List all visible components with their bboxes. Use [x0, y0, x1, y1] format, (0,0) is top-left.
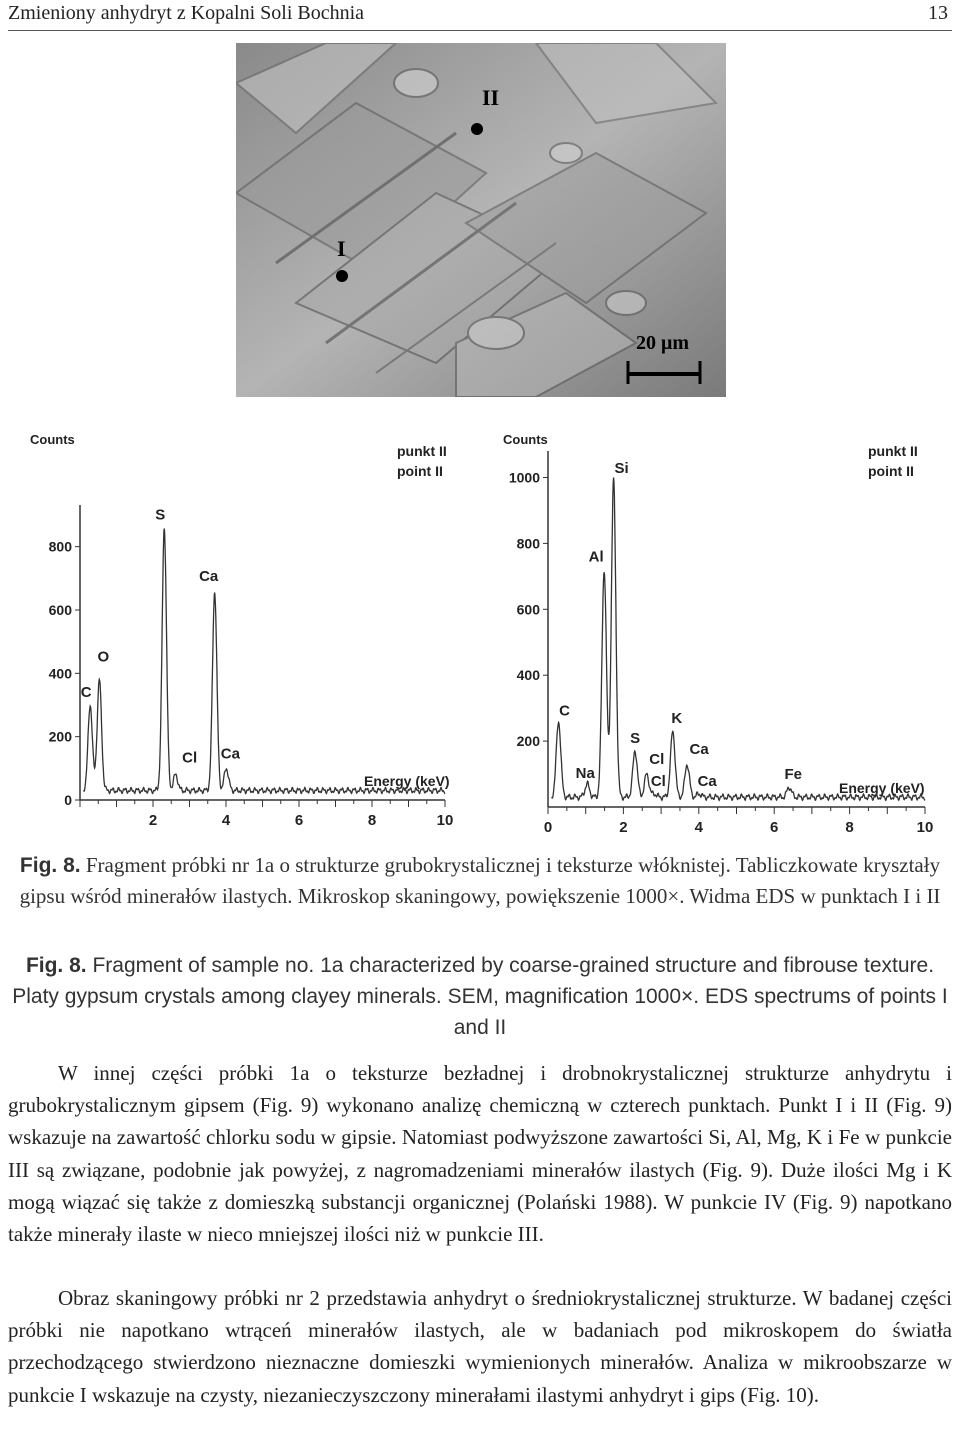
- y-tick-label: 200: [516, 733, 540, 750]
- peak-label: Al: [588, 548, 604, 566]
- scale-bar-label: 20 μm: [636, 332, 689, 354]
- peak-label: Ca: [199, 568, 219, 585]
- caption-en-label: Fig. 8.: [25, 954, 87, 977]
- peak-label: Cl: [650, 772, 666, 790]
- y-tick-label: 400: [516, 667, 540, 684]
- peak-label: O: [97, 648, 110, 666]
- chart1-annotation-line2: point II: [397, 463, 443, 479]
- chart2-xlabel: Energy (keV): [839, 780, 925, 796]
- figure-caption-en: [0, 950, 960, 1043]
- spectrum-line: [84, 529, 445, 794]
- point-i-label: I: [337, 236, 346, 261]
- x-tick-label: 2: [148, 812, 158, 829]
- y-tick-label: 1000: [508, 469, 540, 486]
- peak-label: Ca: [697, 772, 717, 790]
- peak-label: K: [671, 710, 683, 728]
- y-tick-label: 200: [48, 728, 72, 745]
- eds-spectrum-2: [490, 425, 950, 835]
- peak-label: S: [630, 729, 641, 747]
- peak-label: C: [559, 702, 570, 720]
- chart1-xlabel: Energy (keV): [364, 773, 450, 789]
- y-tick-label: 600: [516, 601, 540, 618]
- running-header: [8, 0, 952, 31]
- y-tick-label: 600: [48, 602, 72, 618]
- x-tick-label: 6: [770, 819, 779, 835]
- running-title: Zmieniony anhydryt z Kopalni Soli Bochnia: [8, 2, 365, 24]
- page-number: 13: [928, 2, 948, 24]
- chart2-annotation-line2: point II: [868, 463, 914, 479]
- x-tick-label: 0: [543, 819, 553, 835]
- peak-label: Fe: [784, 766, 803, 784]
- y-tick-label: 800: [516, 535, 540, 552]
- caption-pl-label: Fig. 8.: [19, 854, 81, 877]
- chart2-annotation-line1: punkt II: [868, 443, 918, 459]
- peak-label: Si: [614, 459, 629, 477]
- peak-label: Cl: [649, 751, 665, 769]
- peak-label: Cl: [182, 749, 198, 767]
- peak-label: Na: [575, 764, 595, 782]
- chart1-ylabel: Counts: [30, 432, 75, 447]
- peak-label: Ca: [220, 745, 240, 763]
- x-tick-label: 10: [436, 812, 454, 829]
- peak-label: Ca: [689, 741, 709, 759]
- y-tick-label: 0: [64, 792, 72, 808]
- x-tick-label: 6: [294, 812, 304, 829]
- spectrum-line: [552, 478, 925, 801]
- x-tick-label: 8: [845, 819, 854, 835]
- peak-label: C: [80, 684, 92, 701]
- y-tick-label: 400: [48, 665, 72, 682]
- eds-spectrum-1: [20, 425, 470, 835]
- x-tick-label: 2: [619, 819, 628, 835]
- chart2-ylabel: Counts: [503, 432, 548, 447]
- x-tick-label: 4: [221, 812, 231, 829]
- x-tick-label: 10: [916, 819, 934, 835]
- x-tick-label: 4: [694, 819, 703, 835]
- point-ii-label: II: [482, 85, 500, 110]
- point-ii-marker: [471, 123, 483, 135]
- x-tick-label: 8: [367, 812, 377, 829]
- caption-en-text: Fragment of sample no. 1a characterized by coarse-grained structure and fibrouse texture. Platy gypsum crystals among clayey minerals. SEM, magnification 1000×. EDS spectrums of points I and II: [12, 954, 948, 1039]
- paragraph-1: W innej części próbki 1a o teksturze bezładnej i drobnokrystalicznej strukturze anhydrytu i grubokrystalicznym gipsem (Fig. 9) wykonano analizę chemiczną w czterech punktach. Punkt I i II (Fig. 9) wskazuje na zawartość chlorku sodu w gipsie. Natomiast podwyższone zawartości Si, Al, Mg, K i Fe w punkcie III są związane, podobnie jak powyżej, z nagromadzeniami minerałów ilastych (Fig. 9). Duże ilości Mg i K mogą wiązać się także z domieszką substancji organicznej (Polański 1988). W punkcie IV (Fig. 9) napotkano także minerały ilaste w nieco mniejszej ilości niż w punkcie III.: [8, 1061, 952, 1247]
- sem-micrograph: [236, 43, 726, 397]
- paragraph-2: Obraz skaningowy próbki nr 2 przedstawia anhydryt o średniokrystalicznej strukturze. W badanej części próbki nie napotkano wtrąceń minerałów ilastych, ale w badaniach pod mikroskopem do światła przechodzącego stwierdzono nieznaczne domieszki wymienionych minerałów. Analiza w mikroobszarze w punkcie I wskazuje na czysty, niezanieczyszczony minerałami ilastymi anhydryt i gips (Fig. 10).: [8, 1286, 952, 1407]
- y-tick-label: 800: [48, 538, 72, 555]
- caption-pl-text: Fragment próbki nr 1a o strukturze grubokrystalicznej i teksturze włóknistej. Tabliczkowate kryształy gipsu wśród minerałów ilastych. Mikroskop skaningowy, powiększenie 1000×. Widma EDS w punktach I i II: [19, 853, 941, 908]
- point-i-marker: [336, 270, 348, 282]
- figure-caption-pl: [0, 850, 960, 911]
- chart1-annotation-line1: punkt II: [397, 443, 447, 459]
- peak-label: S: [155, 506, 166, 524]
